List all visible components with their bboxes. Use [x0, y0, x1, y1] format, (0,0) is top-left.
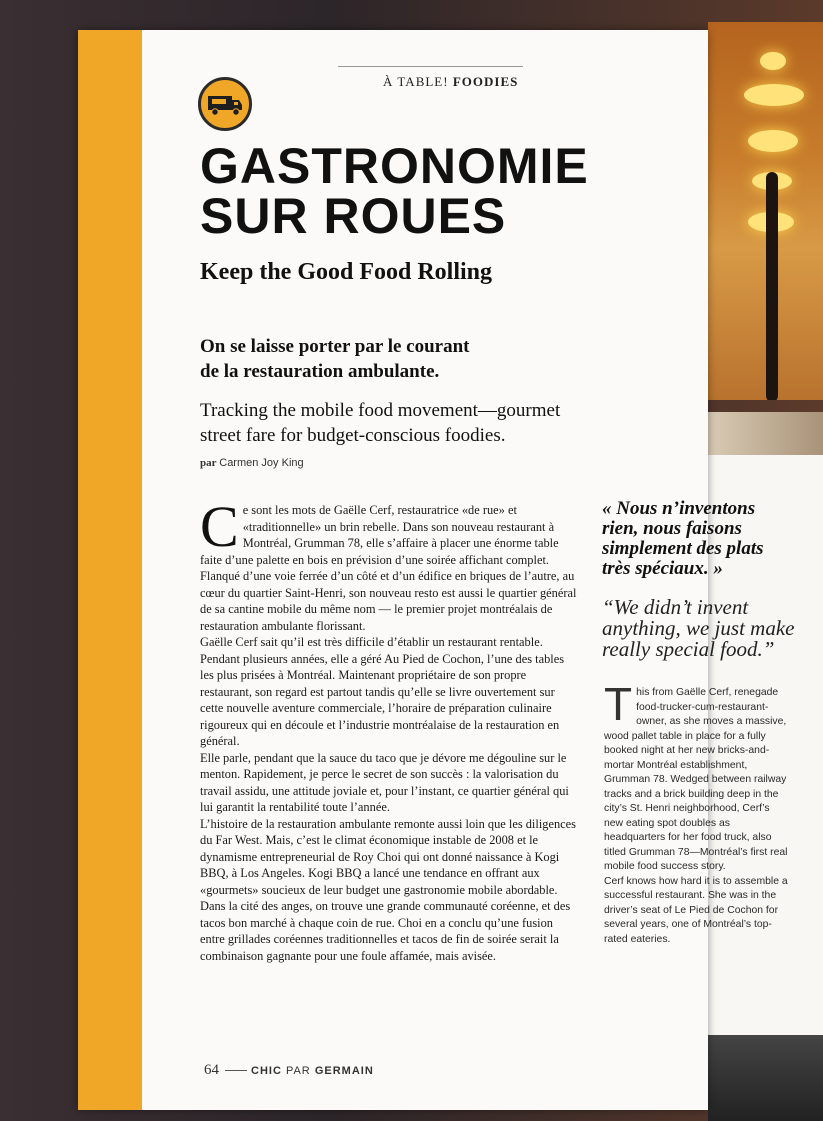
deck-fr-line-2: de la restauration ambulante.: [200, 361, 440, 382]
photo-strip: [708, 412, 823, 455]
deck-french: [200, 334, 470, 384]
body-english: [604, 678, 790, 947]
brand-par: PAR: [285, 1064, 311, 1077]
body-fr-paragraph-4: L’histoire de la restauration ambulante remonte aussi loin que les diligences du Far West. Mais, c’est le climat économique instable de 2008 et le dynamisme entrepreneurial de Roy Choi qui ont donné naissance à Kogi BBQ, à Los Angeles. Kogi BBQ a lancé une tendance en offrant aux «gourmets» soucieux de leur budget une gastronomie mobile abordable. Dans la cité des anges, on trouve une grande communauté coréenne, et des tacos bon marché à chaque coin de rue. Choi en a conclu qu’une fusion entre grillades coréennes traditionnelles et tacos de fin de soirée serait la combinaison gagnante pour une foule affamée, mais avisée.: [200, 816, 576, 963]
pullquote-english: “We didn’t invent anything, we just make really special food.”: [602, 595, 795, 661]
page-number: 64: [204, 1062, 219, 1078]
header-rule: [338, 66, 523, 67]
deck-english: [200, 398, 560, 448]
deck-fr-line-1: On se laisse porter par le courant: [200, 336, 470, 357]
deck-en-line-1: Tracking the mobile food movement—gourmet: [200, 400, 561, 421]
body-fr-paragraph-3: Elle parle, pendant que la sauce du taco que je dévore me dégouline sur le menton. Rapidement, je perce le secret de son succès : la valorisation du travail assidu, une attitude joviale et, pour l’instant, ce quartier général qui lui garantit la rentabilité toute l’année.: [200, 750, 569, 814]
byline-prefix: par: [200, 457, 217, 469]
title-line-1: GASTRONOMIE: [200, 138, 589, 194]
body-en-paragraph-1: his from Gaëlle Cerf, renegade food-trucker-cum-restaurant-owner, as she moves a massive, wood pallet table in place for a fully booked night at her new bricks-and-mortar Montréal establishment, Grumman 78. Wedged between railway tracks and a brick building deep in the city’s St. Henri neighborhood, Cerf’s new eating spot doubles as headquarters for her food truck, also titled Grumman 78—Montréal’s first real mobile food success story.: [604, 687, 788, 872]
byline: [200, 457, 304, 469]
deck-en-line-2: street fare for budget-conscious foodies.: [200, 425, 506, 446]
footer-rule: [225, 1070, 247, 1071]
section-header: [383, 74, 518, 90]
dropcap-french: C: [200, 494, 239, 559]
body-fr-paragraph-1: e sont les mots de Gaëlle Cerf, restauratrice «de rue» et «traditionnelle» un brin rebelle. Dans son nouveau restaurant à Montréal, Grumman 78, elle s’affaire à placer une énorme table faite d’une palette en bois en prévision d’une soirée affichant complet. Flanqué d’une voie ferrée d’un côté et d’un édifice en briques de l’autre, au cœur du quartier Saint-Henri, son nouveau resto est aussi le quartier général de sa cantine mobile du même nom — le premier projet montréalais de restauration ambulante florissant.: [200, 503, 577, 633]
title-line-2: SUR ROUES: [200, 188, 507, 244]
brand-chic: CHIC: [251, 1064, 282, 1077]
article-title: [200, 138, 589, 244]
brand-germain: GERMAIN: [314, 1064, 374, 1077]
pullquote-french: « Nous n’inventons rien, nous faisons simplement des plats très spéciaux. »: [602, 498, 764, 579]
body-french: [200, 494, 580, 964]
photo-corner: [708, 1035, 823, 1121]
byline-author: Carmen Joy King: [219, 457, 304, 469]
brand-name: [251, 1065, 374, 1077]
section-prefix: À TABLE!: [383, 74, 449, 89]
body-fr-paragraph-2: Gaëlle Cerf sait qu’il est très difficile d’établir un restaurant rentable. Pendant plusieurs années, elle a géré Au Pied de Cochon, l’une des tables les plus prisées à Montréal. Maintenant propriétaire de son propre restaurant, son regard est partout tandis qu’elle se livre ouvertement sur cette nouvelle aventure commerciale, l’horaire de préparation culinaire rigoureux qui en découle et l’industrie montréalaise de la restauration en général.: [200, 635, 565, 748]
photo-street-lamp: [708, 22, 823, 400]
article-subtitle: Keep the Good Food Rolling: [200, 259, 493, 285]
accent-stripe: [78, 30, 142, 1110]
dropcap-english: T: [604, 678, 633, 730]
food-truck-icon: [198, 77, 252, 131]
page-footer: [204, 1062, 374, 1079]
section-name: FOODIES: [452, 74, 519, 89]
body-en-paragraph-2: Cerf knows how hard it is to assemble a successful restaurant. She was in the driver’s seat of Le Pied de Cochon for several years, one of Montréal’s top-rated eateries.: [604, 875, 788, 945]
